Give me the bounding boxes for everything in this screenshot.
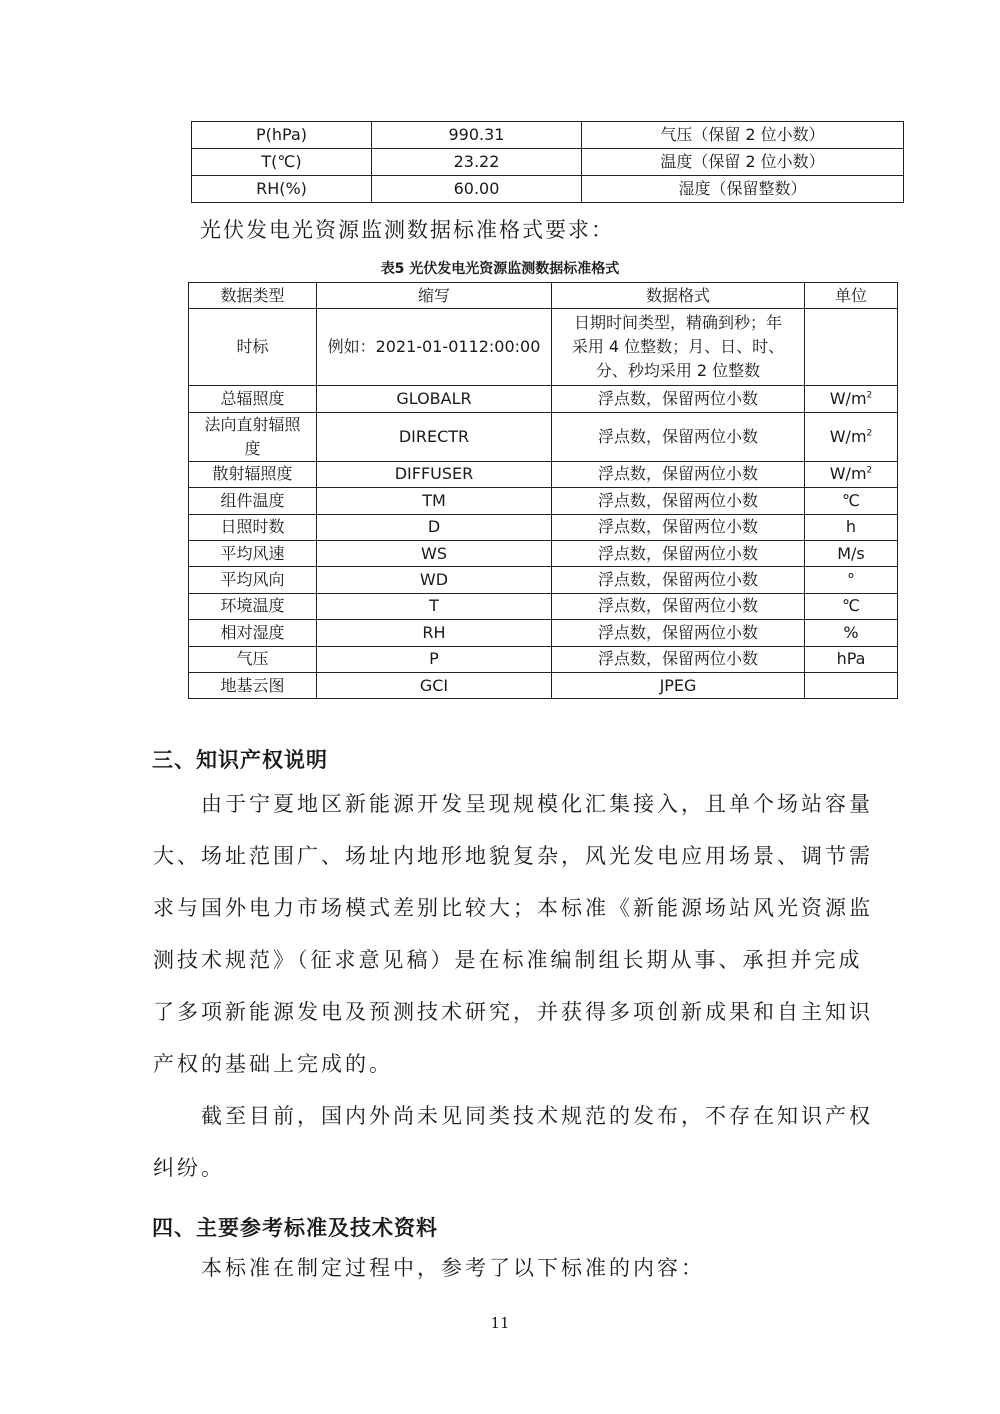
cell-unit — [805, 488, 898, 514]
cell-abbr: RH — [317, 620, 552, 646]
table-row — [192, 122, 904, 149]
unit-text: % — [843, 622, 859, 642]
cell-format: 浮点数，保留两位小数 — [552, 514, 805, 540]
section3-paragraph-2 — [153, 1090, 873, 1194]
type-line: 度 — [244, 438, 261, 458]
cell-abbr: TM — [317, 488, 552, 514]
paragraph-line: 求与国外电力市场模式差别比较大；本标准《新能源场站风光资源监 — [153, 896, 873, 920]
cell-type: 气压 — [189, 646, 317, 672]
unit-text: ℃ — [842, 490, 860, 510]
paragraph-line: 大、场址范围广、场址内地形地貌复杂，风光发电应用场景、调节需 — [153, 844, 873, 868]
format-line: 日期时间类型，精确到秒；年 — [573, 313, 782, 333]
paragraph-line: 产权的基础上完成的。 — [153, 1052, 393, 1076]
cell-unit — [805, 567, 898, 593]
table-row — [189, 646, 898, 672]
cell-abbr: D — [317, 514, 552, 540]
cell-unit — [805, 540, 898, 566]
header-cell: 数据格式 — [552, 283, 805, 309]
paragraph-line: 纠纷。 — [153, 1156, 225, 1180]
table-row — [189, 540, 898, 566]
header-cell: 数据类型 — [189, 283, 317, 309]
intro-text: 光伏发电光资源监测数据标准格式要求： — [200, 218, 614, 242]
cell-value: 60.00 — [372, 176, 582, 203]
cell-format: 浮点数，保留两位小数 — [552, 461, 805, 487]
cell-abbr: T — [317, 593, 552, 619]
paragraph-line: 截至目前，国内外尚未见同类技术规范的发布，不存在知识产权 — [201, 1104, 873, 1128]
cell-type: 日照时数 — [189, 514, 317, 540]
cell-unit — [805, 620, 898, 646]
table-row — [192, 149, 904, 176]
cell-unit — [805, 514, 898, 540]
unit-text: M/s — [837, 543, 865, 563]
format-line: 采用 4 位整数；月、日、时、 — [571, 337, 785, 357]
table-row-timestamp — [189, 309, 898, 386]
section4-paragraph — [153, 1242, 855, 1294]
cell-type: 组件温度 — [189, 488, 317, 514]
unit-text: ° — [847, 570, 855, 590]
table-row — [192, 176, 904, 203]
section3-heading: 三、知识产权说明 — [152, 748, 328, 772]
format-line: 分、秒均采用 2 位整数 — [595, 361, 761, 381]
table-row — [189, 488, 898, 514]
paragraph-line: 测技术规范》（征求意见稿）是在标准编制组长期从事、承担并完成 — [153, 948, 863, 972]
header-cell: 单位 — [805, 283, 898, 309]
cell-unit — [805, 593, 898, 619]
cell-name: T(℃) — [192, 149, 372, 176]
paragraph-line: 由于宁夏地区新能源开发呈现规模化汇集接入，且单个场站容量 — [201, 792, 873, 816]
section4-heading: 四、主要参考标准及技术资料 — [152, 1216, 438, 1240]
unit-text: h — [845, 517, 857, 537]
unit-text: W/m — [829, 426, 867, 446]
cell-unit — [805, 386, 898, 412]
cell-abbr: GCI — [317, 672, 552, 698]
table-row — [189, 514, 898, 540]
cell-format: 浮点数，保留两位小数 — [552, 593, 805, 619]
section3-paragraph-1 — [153, 778, 873, 1090]
cell-desc: 湿度（保留整数） — [582, 176, 904, 203]
cell-type: 时标 — [189, 309, 317, 386]
cell-abbr: DIRECTR — [317, 412, 552, 461]
cell-abbr: DIFFUSER — [317, 461, 552, 487]
cell-format: 浮点数，保留两位小数 — [552, 620, 805, 646]
table-row — [189, 386, 898, 412]
cell-unit — [805, 309, 898, 386]
unit-text: W/m — [829, 389, 867, 409]
cell-abbr: P — [317, 646, 552, 672]
cell-unit — [805, 461, 898, 487]
paragraph-line: 了多项新能源发电及预测技术研究，并获得多项创新成果和自主知识 — [153, 1000, 873, 1024]
cell-format: 浮点数，保留两位小数 — [552, 540, 805, 566]
cell-unit — [805, 646, 898, 672]
cell-type — [189, 412, 317, 461]
cell-type: 地基云图 — [189, 672, 317, 698]
cell-type: 总辐照度 — [189, 386, 317, 412]
top-data-table — [191, 121, 904, 203]
cell-format: JPEG — [552, 672, 805, 698]
table5-header-row — [189, 283, 898, 309]
cell-desc: 气压（保留 2 位小数） — [582, 122, 904, 149]
table-row — [189, 593, 898, 619]
cell-name: RH(%) — [192, 176, 372, 203]
cell-format: 浮点数，保留两位小数 — [552, 646, 805, 672]
cell-format: 浮点数，保留两位小数 — [552, 412, 805, 461]
paragraph-line: 本标准在制定过程中，参考了以下标准的内容： — [201, 1256, 705, 1280]
cell-value: 990.31 — [372, 122, 582, 149]
cell-format: 浮点数，保留两位小数 — [552, 488, 805, 514]
table-row — [189, 461, 898, 487]
cell-format: 浮点数，保留两位小数 — [552, 567, 805, 593]
table5-caption: 表5 光伏发电光资源监测数据标准格式 — [380, 261, 620, 277]
cell-abbr: WS — [317, 540, 552, 566]
table-row — [189, 672, 898, 698]
cell-type: 散射辐照度 — [189, 461, 317, 487]
cell-abbr: WD — [317, 567, 552, 593]
table-row — [189, 412, 898, 461]
header-cell: 缩写 — [317, 283, 552, 309]
cell-format: 浮点数，保留两位小数 — [552, 386, 805, 412]
unit-text: W/m — [829, 464, 867, 484]
cell-name: P(hPa) — [192, 122, 372, 149]
cell-format — [552, 309, 805, 386]
cell-value: 23.22 — [372, 149, 582, 176]
cell-abbr: 例如：2021-01-0112:00:00 — [317, 309, 552, 386]
unit-superscript: 2 — [866, 428, 873, 439]
table-row — [189, 620, 898, 646]
page-number: 11 — [490, 1314, 510, 1332]
cell-type: 环境温度 — [189, 593, 317, 619]
unit-text: hPa — [836, 649, 866, 669]
cell-type: 平均风向 — [189, 567, 317, 593]
cell-abbr: GLOBALR — [317, 386, 552, 412]
unit-superscript: 2 — [866, 390, 873, 401]
cell-type: 平均风速 — [189, 540, 317, 566]
type-line: 法向直射辐照 — [204, 414, 301, 434]
table5 — [188, 282, 898, 699]
cell-desc: 温度（保留 2 位小数） — [582, 149, 904, 176]
cell-type: 相对湿度 — [189, 620, 317, 646]
unit-text: ℃ — [842, 596, 860, 616]
unit-superscript: 2 — [866, 466, 873, 477]
cell-unit — [805, 412, 898, 461]
table-row — [189, 567, 898, 593]
cell-unit — [805, 672, 898, 698]
